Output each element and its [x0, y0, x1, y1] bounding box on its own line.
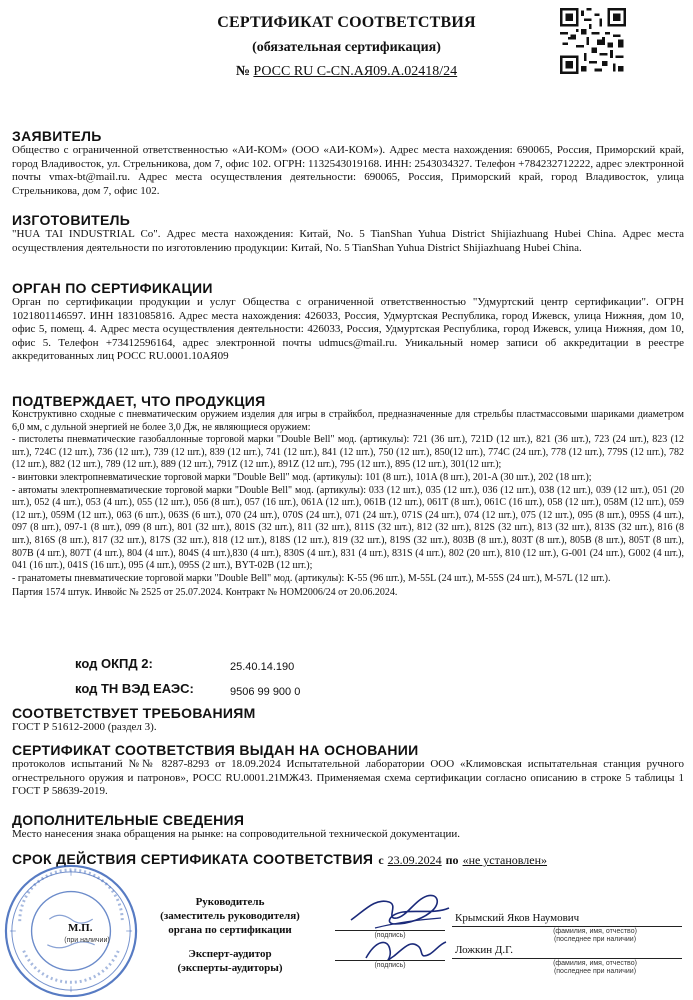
additional-section [12, 812, 684, 842]
okpd-label: код ОКПД 2: [75, 656, 153, 671]
validity-from-word: с [378, 853, 384, 867]
expert-signature-line [335, 960, 445, 961]
tnved-value: 9506 99 900 0 [230, 686, 301, 698]
validity-heading: СРОК ДЕЙСТВИЯ СЕРТИФИКАТА СООТВЕТСТВИЯ [12, 851, 374, 867]
product-section [12, 393, 684, 600]
validity-to-word: по [445, 853, 459, 867]
product-item: - винтовки электропневматические торговой марки "Double Bell" мод. (артикулы): 101 (8 шт.), 101A (8 шт.), 201-A (30 шт.), 202 (18 шт.); [12, 471, 592, 483]
head-title: Руководитель (заместитель руководителя) органа по сертификации [160, 896, 300, 936]
tnved-value-wrap [230, 682, 300, 700]
requirements-heading: СООТВЕТСТВУЕТ ТРЕБОВАНИЯМ [12, 705, 256, 721]
applicant-heading: ЗАЯВИТЕЛЬ [12, 128, 102, 144]
manufacturer-heading: ИЗГОТОВИТЕЛЬ [12, 212, 131, 228]
certification-body-section [12, 280, 684, 364]
number-sign: № [235, 64, 250, 79]
certificate-number-value: РОСС RU C-CN.АЯ09.А.02418/24 [253, 64, 458, 79]
expert-name-caption: (фамилия, имя, отчество) (последнее при наличии) [553, 960, 637, 975]
certification-body-text: Орган по сертификации продукции и услуг Общества с ограниченной ответственностью "Удмуртский центр сертификации". ОГРН 1021801146597. ИНН 1831085816. Адрес места нахождения: 426033, Россия, Удмуртская Республика, город Ижевск, улица Нижняя, дом 10, офис 5, помещ. 4. Адрес места осуществления деятельности: 426033, Россия, Удмуртская Республика, город Ижевск, улица Нижняя, дом 10, офис 5. Телефон +73412596164, адрес электронной почты udmucs@mail.ru. Уникальный номер записи об аккредитации в реестре аккредитованных лиц РОСС RU.0001.10АЯ09 [12, 296, 684, 363]
expert-name: Ложкин Д.Г. [455, 944, 514, 956]
basis-section [12, 742, 684, 799]
head-name-caption: (фамилия, имя, отчество) (последнее при наличии) [553, 928, 637, 943]
requirements-text: ГОСТ Р 51612-2000 (раздел 3). [12, 721, 157, 733]
validity-from-date: 23.09.2024 [387, 853, 442, 867]
okpd-code-row [75, 655, 153, 673]
expert-sign-caption: (подпись) [374, 962, 406, 969]
okpd-value-wrap [230, 657, 294, 675]
certificate-title: СЕРТИФИКАТ СООТВЕТСТВИЯ [217, 14, 476, 31]
manufacturer-text: "HUA TAI INDUSTRIAL Co". Адрес места нахождения: Китай, No. 5 TianShan Yuhua District Shijiazhuang Hubei China. Адрес места осуществления деятельности по изготовлению продукции: Китай, No. 5 TianShan Yuhua District Shijiazhuang Hubei China. [12, 228, 684, 254]
product-item: - гранатометы пневматические торговой марки "Double Bell" мод. (артикулы): K-55 (96 шт.), M-55L (24 шт.), M-55S (24 шт.), M-57L (12 шт.). [12, 572, 611, 584]
basis-heading: СЕРТИФИКАТ СООТВЕТСТВИЯ ВЫДАН НА ОСНОВАНИИ [12, 742, 419, 758]
head-sign-caption: (подпись) [374, 932, 406, 939]
product-batch: Партия 1574 штук. Инвойс № 2525 от 25.07.2024. Контракт № НОМ2006/24 от 20.06.2024. [12, 587, 398, 599]
manufacturer-section [12, 212, 684, 255]
product-intro: Конструктивно сходные с пневматическим оружием изделия для игры в страйкбол, предназначенные для стрельбы пластмассовыми шариками диаметром 6,0 мм, с дульной энергией не более 3,0 Дж, не являющиеся оружием: [12, 409, 684, 433]
stamp-caption: (при наличии) [64, 937, 110, 944]
tnved-code-row [75, 680, 194, 698]
product-item: - автоматы электропневматические торговой марки "Double Bell" мод. (артикулы): 033 (12 шт.), 035 (12 шт.), 036 (12 шт.), 038 (12 шт.), 039 (12 шт.), 051 (20 шт.), 052 (4 шт.), 053 (4 шт.), 055 (12 шт.), 056 (8 шт.), 057 (16 шт.), 061A (12 шт.), 061B (12 шт.), 061T (8 шт.), 061C (16 шт.), 058 (12 шт.), 058M (12 шт.), 059 (12 шт.), 059M (12 шт.), 063 (6 шт.), 063S (6 шт.), 070 (24 шт.), 070S (24 шт.), 071 (24 шт.), 071S (24 шт.), 074 (12 шт.), 075 (12 шт.), 095 (8 шт.), 095S (4 шт.), 097 (8 шт.), 097-1 (8 шт.), 099 (8 шт.), 801 (32 шт.), 801S (32 шт.), 811 (32 шт.), 811S (32 шт.), 812 (32 шт.), 812S (32 шт.), 813 (32 шт.), 813S (32 шт.), 816 (8 шт.), 816S (8 шт.), 817 (32 шт.), 817S (32 шт.), 818 (12 шт.), 818S (12 шт.), 819 (32 шт.), 819S (32 шт.), 803B (8 шт.), 803T (8 шт.), 805B (8 шт.), 805T (8 шт.), 807B (4 шт.), 807T (4 шт.), 804 (4 шт.), 804S (4 шт.),830 (4 шт.), 830S (4 шт.), 831 (4 шт.), 831S (4 шт.), 802 (20 шт.), 810 (12 шт.), G-001 (24 шт.), G002 (4 шт.), 041 (16 шт.), 041S (16 шт.), 095 (4 шт.), 095S (2 шт.), BYT-02B (12 шт.); [12, 484, 684, 572]
head-name: Крымский Яков Наумович [455, 912, 580, 924]
certification-body-heading: ОРГАН ПО СЕРТИФИКАЦИИ [12, 280, 213, 296]
expert-name-line [452, 958, 682, 959]
additional-text: Место нанесения знака обращения на рынке: на сопроводительной технической документации. [12, 828, 460, 840]
head-name-line [452, 926, 682, 927]
head-signature [345, 880, 455, 936]
product-heading: ПОДТВЕРЖДАЕТ, ЧТО ПРОДУКЦИЯ [12, 393, 266, 409]
applicant-section [12, 128, 684, 198]
applicant-text: Общество с ограниченной ответственностью «АИ-КОМ» (ООО «АИ-КОМ»). Адрес места нахождения: 690065, Россия, Приморский край, город Владивосток, ул. Стрельникова, дом 7, офис 102. ОГРН: 1132543019168. ИНН: 2543034327. Телефон +784232712222, адрес электронной почты vmax-bt@mail.ru. Адрес места осуществления деятельности: 690065, Россия, Приморский край, город Владивосток, улица Стрельникова, дом 7, офис 102. [12, 144, 684, 197]
additional-heading: ДОПОЛНИТЕЛЬНЫЕ СВЕДЕНИЯ [12, 812, 245, 828]
expert-title: Эксперт-аудитор (эксперты-аудиторы) [177, 948, 283, 974]
validity-to-value: «не установлен» [462, 853, 548, 867]
basis-text: протоколов испытаний №№ 8287-8293 от 18.09.2024 Испытательной лаборатории ООО «Климовская испытательная станция ручного огнестрельного оружия и патронов», РОСС RU.0001.21МЖ43. Применяемая схема сертификации согласно описанию в строке 5 таблицы 1 ГОСТ Р 58639-2019. [12, 758, 684, 798]
qr-code-icon [560, 8, 626, 74]
okpd-value: 25.40.14.190 [230, 661, 295, 673]
requirements-section [12, 705, 684, 735]
tnved-label: код ТН ВЭД ЕАЭС: [75, 681, 194, 696]
certificate-subtitle: (обязательная сертификация) [252, 40, 441, 55]
product-item: - пистолеты пневматические газобаллонные торговой марки "Double Bell" мод. (артикулы): 721 (36 шт.), 721D (12 шт.), 821 (36 шт.), 723 (24 шт.), 823 (12 шт.), 724C (12 шт.), 736 (12 шт.), 739 (12 шт.), 839 (12 шт.), 741 (12 шт.), 841 (12 шт.), 750 (12 шт.), 850(12 шт.), 774C (24 шт.), 778 (12 шт.), 779S (12 шт.), 782 (12 шт.), 882 (12 шт.), 789 (12 шт.), 889 (12 шт.), 791Z (12 шт.), 891Z (12 шт.), 795 (12 шт.), 895 (12 шт.), 301(12 шт.); [12, 434, 684, 471]
stamp-mark: М.П. [68, 922, 93, 934]
